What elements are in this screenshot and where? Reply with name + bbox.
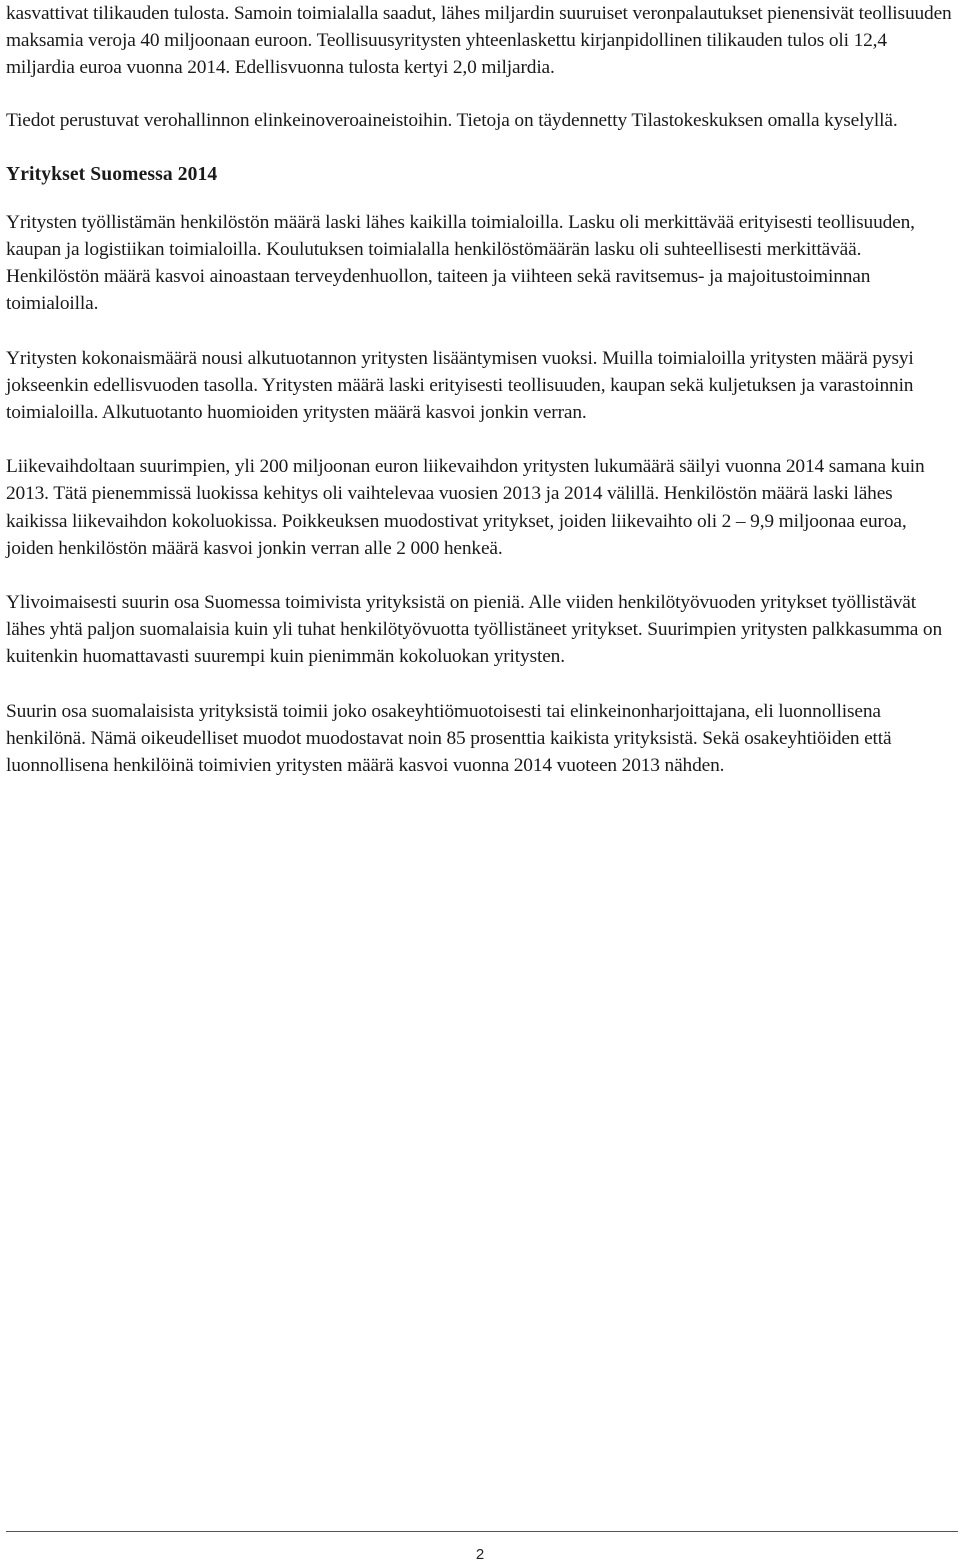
document-page	[6, 0, 958, 779]
section-paragraph-4: Ylivoimaisesti suurin osa Suomessa toimivista yrityksistä on pieniä. Alle viiden henkilötyövuoden yritykset työllistävät lähes yhtä paljon suomalaisia kuin yli tuhat henkilötyövuotta työllistäneet yritykset. Suurimpien yritysten palkkasumma on kuitenkin huomattavasti suurempi kuin pienimmän kokoluokan yritysten.	[6, 592, 942, 668]
intro-paragraph: kasvattivat tilikauden tulosta. Samoin toimialalla saadut, lähes miljardin suuruiset veronpalautukset pienensivät teollisuuden maksamia veroja 40 miljoonaan euroon. Teollisuusyritysten yhteenlaskettu kirjanpidollinen tilikauden tulos oli 12,4 miljardia euroa vuonna 2014. Edellisvuonna tulosta kertyi 2,0 miljardia.	[6, 3, 952, 79]
source-paragraph: Tiedot perustuvat verohallinnon elinkeinoveroaineistoihin. Tietoja on täydennetty Tilastokeskuksen omalla kyselyllä.	[6, 109, 898, 131]
section-paragraph-5: Suurin osa suomalaisista yrityksistä toimii joko osakeyhtiömuotoisesti tai elinkeinonharjoittajana, eli luonnollisena henkilönä. Nämä oikeudelliset muodot muodostavat noin 85 prosenttia kaikista yrityksistä. Sekä osakeyhtiöiden että luonnollisena henkilöinä toimivien yritysten määrä kasvoi vuonna 2014 vuoteen 2013 nähden.	[6, 700, 892, 777]
section-paragraph-1: Yritysten työllistämän henkilöstön määrä laski lähes kaikilla toimialoilla. Lasku oli merkittävää erityisesti teollisuuden, kaupan ja logistiikan toimialoilla. Koulutuksen toimialalla henkilöstömäärän lasku oli suhteellisesti merkittävää. Henkilöstön määrä kasvoi ainoastaan terveydenhuollon, taiteen ja viihteen sekä ravitsemus- ja majoitustoiminnan toimialoilla.	[6, 211, 915, 315]
section-paragraph-3: Liikevaihdoltaan suurimpien, yli 200 miljoonan euron liikevaihdon yritysten lukumäärä säilyi vuonna 2014 samana kuin 2013. Tätä pienemmissä luokissa kehitys oli vaihtelevaa vuosien 2013 ja 2014 välillä. Henkilöstön määrä laski lähes kaikissa liikevaihdon kokoluokissa. Poikkeuksen muodostivat yritykset, joiden liikevaihto oli 2 – 9,9 miljoonaa euroa, joiden henkilöstön määrä kasvoi jonkin verran alle 2 000 henkeä.	[6, 456, 925, 559]
footer-divider	[6, 1531, 958, 1532]
page-number: 2	[475, 1546, 485, 1563]
section-heading: Yritykset Suomessa 2014	[6, 163, 218, 185]
section-paragraph-2: Yritysten kokonaismäärä nousi alkutuotannon yritysten lisääntymisen vuoksi. Muilla toimialoilla yritysten määrä pysyi jokseenkin edellisvuoden tasolla. Yritysten määrä laski erityisesti teollisuuden, kaupan sekä kuljetuksen ja varastoinnin toimialoilla. Alkutuotanto huomioiden yritysten määrä kasvoi jonkin verran.	[6, 347, 914, 424]
